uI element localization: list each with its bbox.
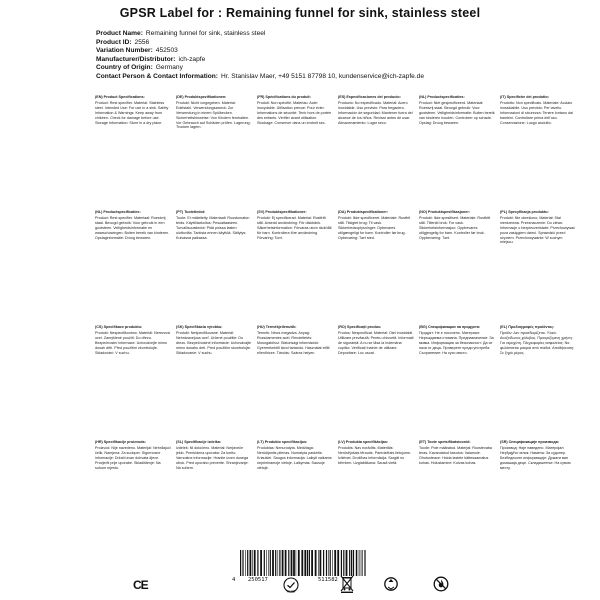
language-heading: (RO) Specificații produs: — [338, 325, 382, 329]
language-heading: (BG) Спецификации на продукта: — [419, 325, 481, 329]
language-block — [257, 95, 333, 204]
barcode-bar — [254, 550, 256, 576]
language-heading: (NL) Productspecificaties: — [419, 95, 465, 99]
barcode-bar — [346, 550, 348, 576]
barcode-bar — [270, 550, 271, 576]
language-text: Produkt: Ikke specificeret. Materiale: Rustfrit stål. Tilsigtet brug: Til vask. Sikkerhedsoplysninger: Opbevares utilgængeligt for børn. Kontroller før brug. Opbevaring: Tørt sted. — [338, 215, 411, 240]
language-heading: (NL) Productspecificaties: — [95, 210, 141, 214]
language-text: Tuote: Ei määritelty. Materiaali: Ruostumaton teräs. Käyttötarkoitus: Pesualtaaseen. Turvallisuustiedot: Pidä poissa lasten ulottuvilta. Tarkista ennen käyttöä. Säilytys: Kuivassa paikassa. — [176, 215, 250, 240]
document-title: GPSR Label for : Remaining funnel for sink, stainless steel — [119, 6, 481, 20]
barcode-bar — [279, 550, 280, 576]
language-heading: (LT) Produkto specifikacijos: — [257, 440, 308, 444]
barcode-bar — [264, 550, 265, 576]
language-block — [500, 325, 576, 434]
barcode-bar — [320, 550, 322, 576]
barcode-bar — [311, 550, 313, 576]
language-text: Proizvod: Nije navedeno. Materijal: Nehrđajući čelik. Namjena: Za sudoper. Sigurnosne informacije: Držati izvan dohvata djece. Provjeriti prije uporabe. Skladištenje: Na suhom mjestu. — [95, 445, 171, 470]
language-text: Produs: Nespecificat. Material: Oțel inoxidabil. Utilizare prevăzută: Pentru chiuvetă. Informații de siguranță: A nu se lăsa la îndemâna copiilor. Verificați înainte de utilizare. Depozitare: Loc uscat. — [338, 330, 414, 355]
meta-row — [96, 64, 576, 73]
language-heading: (PT) Tuotetiedot: — [176, 210, 206, 214]
language-text: Προϊόν: Δεν προσδιορίζεται. Υλικό: Ανοξείδωτος χάλυβας. Προοριζόμενη χρήση: Για νεροχύτη. Πληροφορίες ασφαλείας: Να φυλάσσεται μακριά από παιδιά. Αποθήκευση: Σε ξηρό μέρος. — [500, 330, 575, 355]
barcode-bar — [360, 550, 361, 576]
meta-key: Manufacturer/Distributor: — [96, 55, 176, 63]
language-text: Produkt: Ikke spesifisert. Materiale: Rustfritt stål. Tiltenkt bruk: For vask. Sikkerhetsinformasjon: Oppbevares utilgjengelig for barn. Kontroller før bruk. Oppbevaring: Tørt. — [419, 215, 491, 240]
language-block — [338, 95, 414, 204]
language-text: Производ: Није наведено. Материјал: Нерђајући челик. Намена: За судопер. Безбедносне информације: Држати ван домашаја деце. Складиштење: На сувом месту. — [500, 445, 571, 470]
language-block — [500, 210, 576, 319]
language-block — [419, 325, 495, 434]
language-block — [95, 210, 171, 319]
barcode-bar — [351, 550, 352, 576]
language-text: Produkt: Nešpecifikované. Materiál: Nehrdzavejúca oceľ. Určené použitie: Do drezu. Bezpečnostné informácie: Uchovávajte mimo dosahu detí. Pred použitím skontrolujte. Skladovanie: V suchu. — [176, 330, 252, 355]
barcode-bar — [285, 550, 287, 576]
meta-key: Product Name: — [96, 30, 143, 37]
no-fire-icon — [433, 576, 449, 592]
barcode-bar — [252, 550, 253, 576]
barcode-bar — [318, 550, 319, 576]
language-heading: (SK) Špecifikácia výrobku: — [176, 325, 223, 329]
language-block — [176, 95, 252, 204]
meta-key: Country of Origin: — [96, 64, 153, 72]
language-heading: (EN) Product Specifications: — [95, 95, 145, 99]
barcode-bar — [291, 550, 293, 576]
language-block — [95, 95, 171, 204]
language-heading: (SV) Produktspecifikationer: — [257, 210, 307, 214]
meta-key: Product ID: — [96, 38, 132, 46]
barcode-bar — [298, 550, 300, 576]
barcode-bar — [272, 550, 274, 576]
barcode-bar — [328, 550, 329, 576]
barcode-bar — [260, 550, 262, 576]
barcode-bar — [341, 550, 342, 576]
language-heading: (FR) Spécifications du produit: — [257, 95, 311, 99]
language-heading: (PL) Specyfikacja produktu: — [500, 210, 549, 214]
language-text: Product: Rest specifier. Materiaal: Roestvrij staal. Beoogd gebruik: Voor gebruik in een gootsteen. Veiligheidsinformatie en waarschuwingen: Buiten bereik van kinderen. Opslaginformatie: Droog bewaren. — [95, 215, 170, 240]
barcode-bar — [282, 550, 284, 576]
barcode-bar — [268, 550, 269, 576]
meta-value: ich-zapfe — [178, 55, 206, 63]
language-block — [95, 325, 171, 434]
barcode-lead-digit: 4 — [232, 577, 236, 583]
barcode-bar — [288, 550, 289, 576]
language-text: Izdelek: Ni določeno. Material: Nerjaveče jeklo. Predvidena uporaba: Za korito. Varnostne informacije: Hranite izven dosega otrok. Pred uporabo preverite. Shranjevanje: Na suhem. — [176, 445, 249, 470]
language-text: Produkt: Ej specificerad. Material: Rostfritt stål. Avsedd användning: För diskbänk. Säkerhetsinformation: Förvaras utom räckhåll för barn. Kontrollera före användning. Förvaring: Torrt. — [257, 215, 332, 240]
language-block — [95, 440, 171, 549]
language-heading: (EL) Προδιαγραφές προϊόντος: — [500, 325, 555, 329]
language-text: Product: Niet gespecificeerd. Materiaal: Roestvrij staal. Beoogd gebruik: Voor gootsteen. Veiligheidsinformatie: Buiten bereik van kinderen houden. Controleer op schade. Opslag: Droog bewaren. — [419, 100, 495, 125]
language-block — [338, 210, 414, 319]
barcode-bar — [326, 550, 327, 576]
language-heading: (HU) Termékjellemzők: — [257, 325, 297, 329]
barcode-bar — [242, 550, 243, 576]
barcode-bar — [275, 550, 276, 576]
language-heading: (IT) Specifiche del prodotto: — [500, 95, 549, 99]
barcode-bar — [296, 550, 297, 576]
meta-value: 2556 — [134, 38, 150, 46]
barcode-bar — [330, 550, 331, 576]
barcode-bar — [301, 550, 303, 576]
language-text: Produit: Non spécifié. Matériau: Acier inoxydable. Utilisation prévue: Pour évier. Informations de sécurité: Tenir hors de portée des enfants. Vérifier avant utilisation. Stockage: Conserver dans un endroit sec. — [257, 100, 332, 125]
meta-row — [96, 73, 576, 82]
language-block — [338, 325, 414, 434]
barcode-left-digits: 250517 — [248, 577, 268, 583]
language-heading: (ES) Especificaciones del producto: — [338, 95, 401, 99]
barcode-bar — [250, 550, 252, 576]
barcode-bar — [257, 550, 258, 576]
language-text: Продукт: Не е посочено. Материал: Неръждаема стомана. Предназначение: За мивка. Информация за безопасност: Да се пази от деца. Проверете преди употреба. Съхранение: На сухо място. — [419, 330, 494, 355]
language-block — [500, 95, 576, 204]
language-block — [419, 440, 495, 549]
barcode-bar — [323, 550, 324, 576]
language-text: Produkt: Nie określono. Materiał: Stal nierdzewna. Przeznaczenie: Do zlewu. Informacje o bezpieczeństwie: Przechowywać poza zasięgiem dzieci. Sprawdzić przed użyciem. Przechowywanie: W suchym miejscu. — [500, 215, 576, 245]
language-heading: (SL) Specifikacije izdelka: — [176, 440, 222, 444]
barcode-bar — [361, 550, 362, 576]
barcode-bar — [337, 550, 339, 576]
language-heading: (CS) Specifikace produktu: — [95, 325, 143, 329]
barcode-bar — [309, 550, 310, 576]
barcode-bar — [278, 550, 279, 576]
language-text: Produkt: Nicht vorgegeben. Material: Edelstahl. Verwendungszweck: Zur Verwendung in einem Spülbecken. Sicherheitshinweise: Von Kindern fernhalten. Vor Gebrauch auf Schäden prüfen. Lagerung: Trocken lagern. — [176, 100, 251, 130]
language-text: Prodotto: Non specificato. Materiale: Acciaio inossidabile. Uso previsto: Per lavello. Informazioni di sicurezza: Tenere lontano dai bambini. Controllare prima dell'uso. Conservazione: Luogo asciutto. — [500, 100, 573, 125]
language-heading: (NO) Produktspesifikasjoner: — [419, 210, 471, 214]
language-block — [419, 95, 495, 204]
barcode-bar — [356, 550, 357, 576]
language-grid — [95, 95, 580, 565]
barcode-bar — [307, 550, 308, 576]
language-block — [176, 440, 252, 549]
barcode-bar — [247, 550, 248, 576]
language-text: Produkt: Nespecifikováno. Materiál: Nerezová ocel. Zamýšlené použití: Do dřezu. Bezpečnostní informace: Uchovávejte mimo dosah dětí. Před použitím zkontrolujte. Skladování: V suchu. — [95, 330, 170, 355]
barcode-bar — [245, 550, 246, 576]
language-block — [338, 440, 414, 549]
barcode-bar — [364, 550, 365, 576]
language-block — [257, 325, 333, 434]
language-heading: (LV) Produkta specifikācijas: — [338, 440, 389, 444]
barcode-bar — [334, 550, 336, 576]
barcode-bar — [332, 550, 333, 576]
barcode-bar — [358, 550, 359, 576]
ean-barcode — [232, 550, 372, 586]
meta-value: Hr. Stanislav Maer, +49 5151 87798 10, kundenservice@ich-zapfe.de — [221, 72, 424, 80]
meta-row — [96, 47, 576, 56]
language-block — [257, 440, 333, 549]
product-meta — [96, 30, 576, 82]
language-block — [257, 210, 333, 319]
barcode-bar — [349, 550, 350, 576]
meta-value: Remaining funnel for sink, stainless steel — [145, 30, 266, 37]
barcode-bars — [240, 550, 368, 576]
meta-row — [96, 39, 576, 48]
rohs-label: RoHS — [286, 589, 296, 593]
barcode-bar — [240, 550, 241, 576]
barcode-bar — [293, 550, 295, 576]
barcode-bar — [266, 550, 267, 576]
barcode-bar — [304, 550, 306, 576]
language-text: Produkts: Nav norādīts. Materiāls: Nerūsējošais tērauds. Paredzētais lietojums: Izlietnei. Drošības informācija: Sargāt no bērniem. Uzglabāšana: Sausā vietā. — [338, 445, 411, 465]
barcode-bar — [315, 550, 317, 576]
language-text: Product: Rest specifier. Material: Stainless steel. Intended Use: For use in a sink. Safety Information & Warnings: Keep away from children. Check for damage before use. Storage Information: Store in a dry place. — [95, 100, 169, 125]
meta-row — [96, 56, 576, 65]
language-heading: (SR) Спецификације производа: — [500, 440, 559, 444]
barcode-bar — [362, 550, 363, 576]
footer-marks — [95, 550, 580, 596]
language-heading: (ET) Toote spetsifikatsioonid: — [419, 440, 471, 444]
ce-mark-icon: CE — [133, 578, 148, 592]
meta-key: Variation Number: — [96, 47, 153, 55]
language-block — [500, 440, 576, 549]
meta-value: 452503 — [155, 47, 178, 55]
barcode-bar — [353, 550, 354, 576]
language-block — [176, 325, 252, 434]
meta-value: Germany — [155, 64, 183, 72]
recycle-loop-icon — [383, 576, 399, 592]
meta-row — [96, 30, 576, 39]
language-block — [419, 210, 495, 319]
language-text: Termék: Nincs megadva. Anyag: Rozsdamentes acél. Rendeltetés: Mosogatóhoz. Biztonsági információk: Gyermekektől távol tartandó. Használat előtt ellenőrizze. Tárolás: Száraz helyen. — [257, 330, 330, 355]
meta-key: Contact Person & Contact Information: — [96, 72, 218, 80]
language-text: Producto: No especificado. Material: Acero inoxidable. Uso previsto: Para fregadero. Información de seguridad: Mantener fuera del alcance de los niños. Revisar antes de usar. Almacenamiento: Lugar seco. — [338, 100, 413, 125]
barcode-right-digits: 511582 — [318, 577, 338, 583]
language-heading: (DE) Produktspezifikationen: — [176, 95, 227, 99]
language-text: Produktas: Nenurodyta. Medžiaga: Nerūdijantis plienas. Numatyta paskirtis: Kriauklei. Saugos informacija: Laikyti vaikams neprieinamoje vietoje. Laikymas: Sausoje vietoje. — [257, 445, 332, 470]
language-text: Toode: Pole määratud. Materjal: Roostevaba teras. Kavandatud kasutus: Valamule. Ohutusteave: Hoida lastele kättesaamatus kohas. Hoiustamine: Kuivas kohas. — [419, 445, 492, 465]
barcode-bar — [343, 550, 344, 576]
language-heading: (HR) Specifikacije proizvoda: — [95, 440, 146, 444]
language-block — [176, 210, 252, 319]
language-heading: (DA) Produktspecifikationer: — [338, 210, 388, 214]
